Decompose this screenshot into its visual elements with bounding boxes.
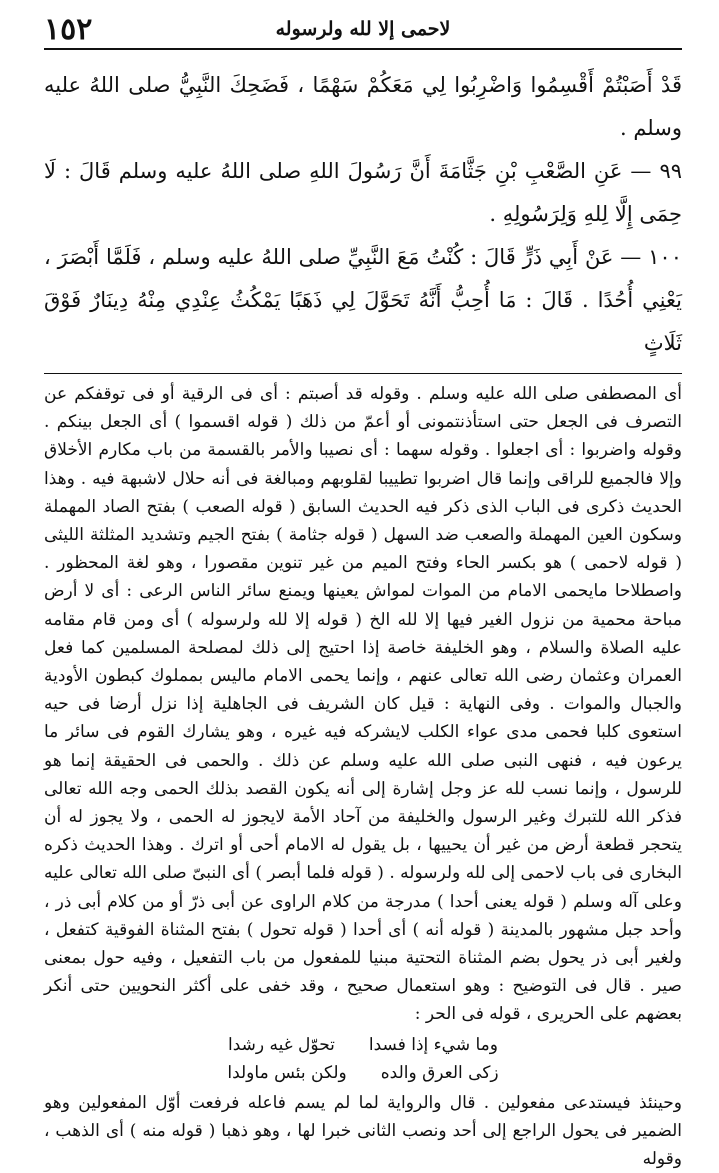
- page-number: ١٥٢: [44, 12, 93, 47]
- commentary-paragraph-1: أى المصطفى صلى الله عليه وسلم . وقوله قد أصبتم : أى فى الرقية أو فى توقفكم عن التصرف فى الجعل حتى استأذنتمونى أو أعمّ من ذلك ( قوله اقسموا ) أى الجعل بينكم . وقوله واضربوا : أى اجعلوا . وقوله سهما : أى نصيبا والأمر بالقسمة من باب مكارم الأخلاق وإلا فالجميع للراقى وإنما قال اضربوا تطييبا لقلوبهم ومبالغة فى أنه حلال لاشبهة فيه . وهذا الحديث ذكرى فى الباب الذى ذكر فيه الحديث السابق ( قوله الصعب ) بفتح الصاد المهملة وسكون العين المهملة والصعب ضد السهل ( قوله جثامة ) بفتح الجيم وتشديد المثلثة الليثى ( قوله لاحمى ) هو بكسر الحاء وفتح الميم من غير تنوين مقصورا ، وهو لغة المحظور . واصطلاحا مايحمى الامام من الموات لمواش يعينها ويمنع سائر الناس الرعى : أى لا أرض مباحة محمية من نزول الغير فيها إلا لله الخ ( قوله إلا لله ولرسوله ) أى ومن قام مقامه عليه الصلاة والسلام ، وهو الخليفة خاصة إذا احتيج إلى ذلك لمصلحة المسلمين كما فعل العمران وعثمان رضى الله تعالى عنهم ، وإنما يحمى الامام ماليس بمملوك كبطون الأودية والجبال والموات . وفى النهاية : قيل كان الشريف فى الجاهلية إذا نزل أرضا فى حيه استعوى كلبا فحمى مدى عواء الكلب لايشركه فيه غيره ، وهو يشارك القوم فى سائر ما يرعون فيه ، فنهى النبى صلى الله عليه وسلم عن ذلك . والحمى فى الحقيقة إنما هو للرسول ، وإنما نسب لله عز وجل إشارة إلى أنه يكون القصد بذلك الحمى وجه الله تعالى فذكر الله للتبرك وغير الرسول والخليفة من آحاد الأمة لايجوز له الحمى ، ولا يجوز له أن يتحجر قطعة أرض من غير أن يحييها ، بل يقول له الامام أحى أو اترك . وهذا الحديث ذكره البخارى فى باب لاحمى إلى لله ولرسوله . ( قوله فلما أبصر ) أى النبىّ صلى الله تعالى عليه وعلى آله وسلم ( قوله يعنى أحدا ) مدرجة من كلام الراوى عن أبى ذرّ أو من كلام أبى ذر ، وأحد جبل مشهور بالمدينة ( قوله أنه ) أى أحدا ( قوله تحول ) بفتح المثناة الفوقية كتفعل ، ولغير أبى ذر يحول بضم المثناة التحتية مبنيا للمفعول من باب التفعيل ، وفيه حول بمعنى صير . قال فى التوضيح : وهو استعمال صحيح ، وقد خفى على أكثر النحويين حتى أنكر بعضهم على الحريرى ، قوله فى الحر :: [44, 384, 682, 1025]
- verse-2-second-half: ولكن بئس ماولدا: [227, 1062, 347, 1083]
- hadith-99: ٩٩ — عَنِ الصَّعْبِ بْنِ جَثَّامَةَ أَنَّ رَسُولَ اللهِ صلى اللهُ عليه وسلم قَالَ : لَا حِمَى إِلَّا لِلهِ وَلِرَسُولِهِ .: [44, 159, 682, 226]
- poem-verse: [44, 1031, 682, 1087]
- verse-line-1: [228, 1031, 498, 1059]
- verse-1-second-half: تحوّل غيه رشدا: [228, 1034, 335, 1055]
- divider: [44, 373, 682, 374]
- hadith-100: ١٠٠ — عَنْ أَبِي ذَرٍّ قَالَ : كُنْتُ مَعَ النَّبِيِّ صلى اللهُ عليه وسلم ، فَلَمَّا أَبْصَرَ ، يَعْنِي أُحُدًا . قَالَ : مَا أُحِبُّ أَنَّهُ تَحَوَّلَ لِي ذَهَبًا يَمْكُثُ عِنْدِي مِنْهُ دِينَارٌ فَوْقَ ثَلَاثٍ: [44, 245, 682, 355]
- commentary-paragraph-2: وحينئذ فيستدعى مفعولين . قال والرواية لما لم يسم فاعله فرفعت أوّل المفعولين وهو الضمير فى يحول الراجع إلى أحد ونصب الثانى خبرا لها ، وهو ذهبا ( قوله منه ) أى الذهب ، وقوله: [44, 1092, 682, 1170]
- verse-line-2: [227, 1059, 498, 1087]
- hadith-paragraph-1: قَدْ أَصَبْتُمْ أَقْسِمُوا وَاضْرِبُوا لِي مَعَكُمْ سَهْمًا ، فَضَحِكَ النَّبِيُّ صلى اللهُ عليه وسلم .: [44, 73, 682, 140]
- verse-1-first-half: وما شيء إذا فسدا: [368, 1034, 498, 1055]
- commentary: [44, 380, 682, 1173]
- verse-2-first-half: زكى العرق والده: [380, 1062, 499, 1083]
- running-title: لاحمى إلا لله ولرسوله: [275, 18, 451, 40]
- hadith-text: [44, 64, 682, 365]
- page-header: [44, 10, 682, 50]
- book-page: [44, 10, 682, 1173]
